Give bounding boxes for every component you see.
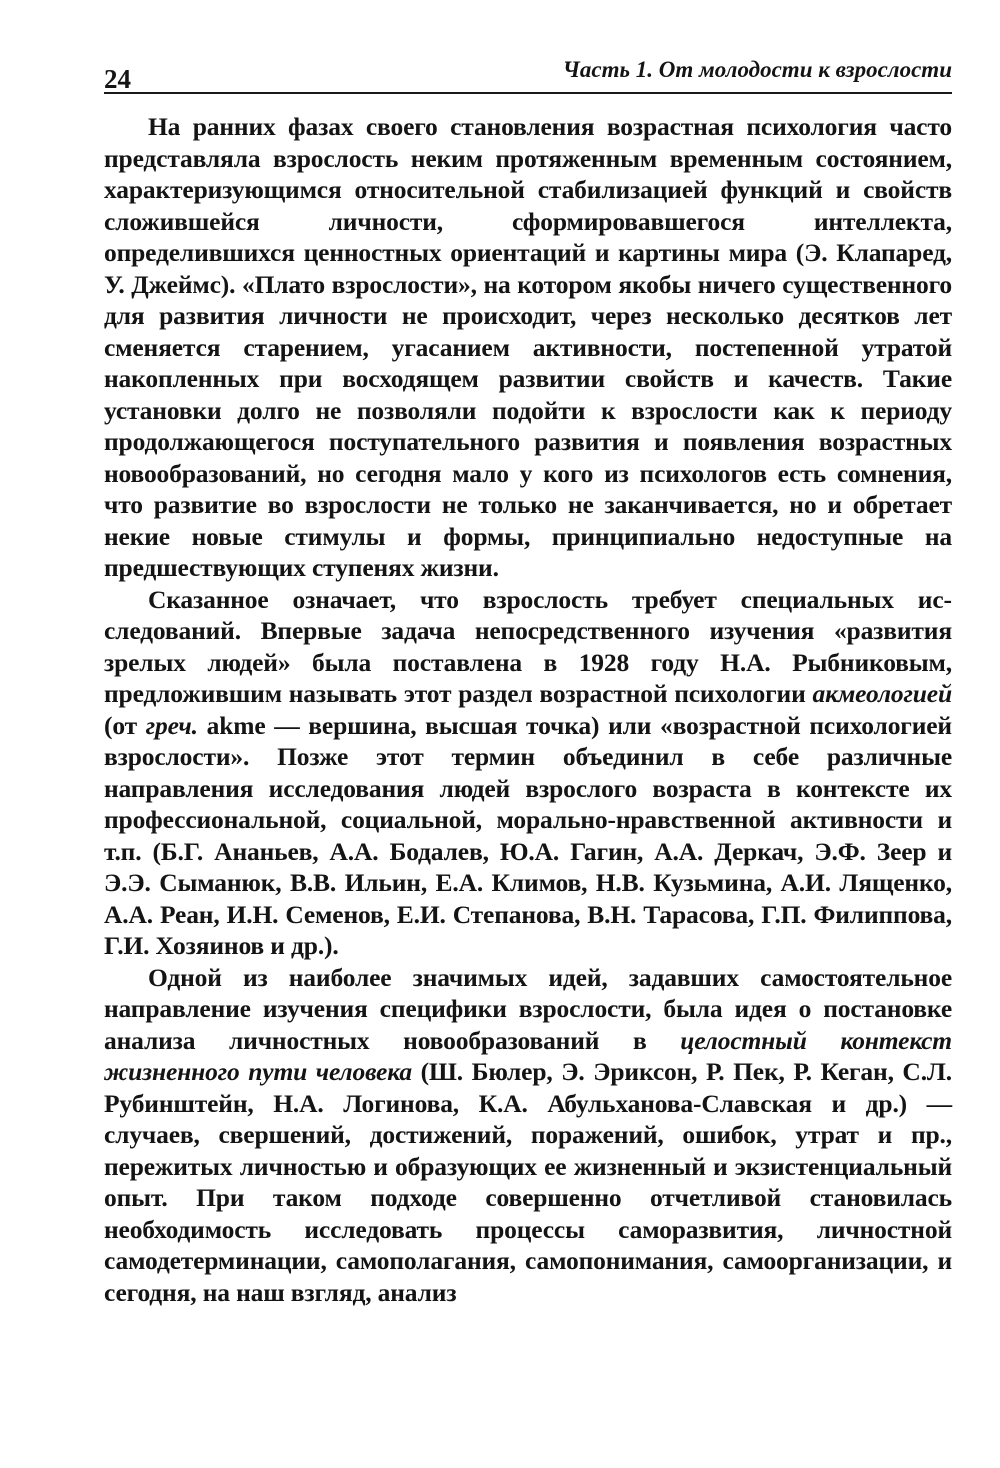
paragraph-text: Одной из наиболее значимых идей, задавших самостоятельное направление изучения специфики взрослости, была идея о постановке анализа личностных новообразований в <box>104 962 952 1055</box>
paragraph-text: Сказанное означает, что взрослость требует специальных исследований. Впервые задача непосредственного изучения «развития зрелых людей» была поставлена в 1928 году Н.А. Рыбниковым, предложившим называть этот раздел возрастной психологии <box>104 584 952 708</box>
paragraph-1 <box>104 111 952 584</box>
running-head <box>104 48 952 94</box>
book-page <box>104 48 952 1308</box>
emphasis-term: акмеологией <box>812 679 952 708</box>
emphasis-abbrev: греч. <box>145 710 198 740</box>
paragraph-text: (Ш. Бюлер, Э. Эриксон, Р. Пек, Р. Кеган, С.Л. Рубинштейн, Н.А. Логинова, К.А. Абульханова-Славская и др.) — случаев, свершений, достижений, поражений, ошибок, утрат и пр., пережитых личностью и образующих ее жизненный и экзистенциальный опыт. При таком подходе совершенно отчетливой становилась необходимость исследовать процессы саморазвития, личностной самодетерминации, самополагания, самопонимания, самоорганизации, и сегодня, на наш взгляд, анализ <box>104 1057 952 1307</box>
paragraph-2 <box>104 584 952 962</box>
part-title: Часть 1. От молодости к взрослости <box>562 57 952 82</box>
body-text <box>104 111 952 1308</box>
page-number: 24 <box>104 64 131 94</box>
emphasis-term: целостный контекст жизненного пути человека <box>104 1025 952 1086</box>
paragraph-text: На ранних фазах своего становления возрастная психология часто представляла взрослость неким протяженным временным состоянием, характеризующимся относительной стабилизацией функций и свойств сложившейся личности, сформировавшегося интеллекта, определившихся ценностных ориентаций и картины мира (Э. Клапаред, У. Джеймс). «Плато взрослости», на котором якобы ничего существенного для развития личности не происходит, через несколько десятков лет сменяется старением, угасанием активности, постепенной утратой накопленных при восходящем развитии свойств и качеств. Такие установки долго не позволяли подойти к взрослости как к периоду продолжающегося поступательного развития и появления возрастных новообразований, но сегодня мало у кого из психологов есть сомнения, что развитие во взрослости не только не заканчивается, но и обретает некие новые стимулы и формы, принципиально недоступные на предшествующих ступенях жизни. <box>104 112 952 582</box>
paragraph-text: akme — вершина, высшая точка) или «возрастной психологией взрослости». Позже этот термин объединил в себе различные направления исследования людей взрослого возраста в контексте их профессиональной, социальной, морально-нравственной активности и т.п. (Б.Г. Ананьев, А.А. Бодалев, Ю.А. Гагин, А.А. Деркач, Э.Ф. Зеер и Э.Э. Сыманюк, В.В. Ильин, Е.А. Климов, Н.В. Кузьмина, А.И. Лященко, А.А. Реан, И.Н. Семенов, Е.И. Степанова, В.Н. Тарасова, Г.П. Филиппова, Г.И. Хозяинов и др.). <box>104 710 952 960</box>
paragraph-text: (от <box>104 710 146 740</box>
paragraph-3 <box>104 962 952 1309</box>
